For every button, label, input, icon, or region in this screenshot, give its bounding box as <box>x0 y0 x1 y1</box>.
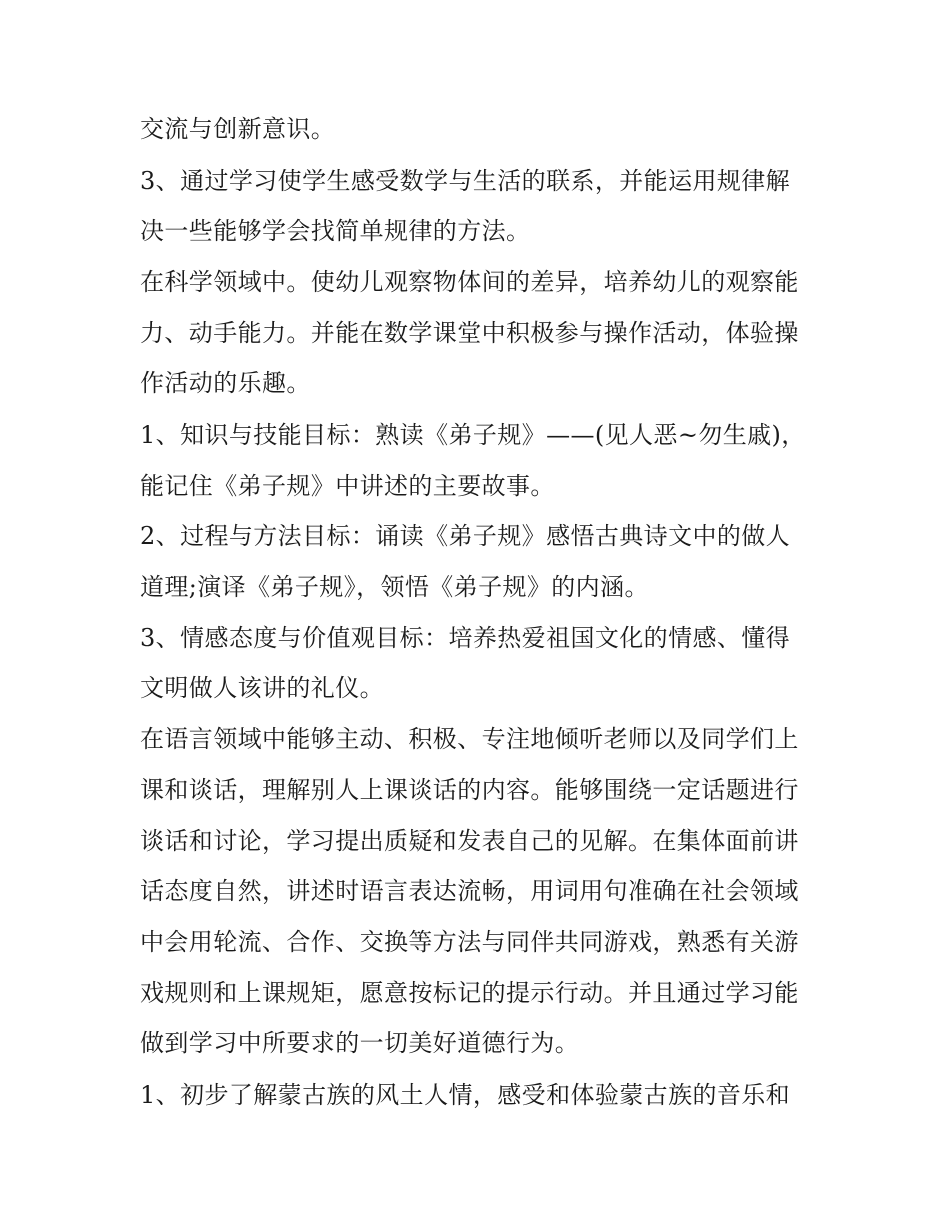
text-line: 在科学领域中。使幼儿观察物体间的差异，培养幼儿的观察能 <box>140 268 799 296</box>
text-line: 1、知识与技能目标：熟读《弟子规》——(见人恶~勿生戚)， <box>140 421 806 449</box>
text-line: 文明做人该讲的礼仪。 <box>140 674 384 702</box>
text-line: 决一些能够学会找简单规律的方法。 <box>140 217 531 245</box>
text-line: 1、初步了解蒙古族的风土人情，感受和体验蒙古族的音乐和 <box>140 1081 791 1109</box>
text-line: 3、通过学习使学生感受数学与生活的联系，并能运用规律解 <box>140 167 791 195</box>
text-line: 力、动手能力。并能在数学课堂中积极参与操作活动，体验操 <box>140 319 799 347</box>
text-line: 3、情感态度与价值观目标：培养热爱祖国文化的情感、懂得 <box>140 624 791 652</box>
text-line: 中会用轮流、合作、交换等方法与同伴共同游戏，熟悉有关游 <box>140 928 799 956</box>
text-line: 交流与创新意识。 <box>140 115 336 143</box>
text-line: 戏规则和上课规矩，愿意按标记的提示行动。并且通过学习能 <box>140 979 799 1007</box>
text-line: 能记住《弟子规》中讲述的主要故事。 <box>140 472 555 500</box>
text-line: 在语言领域中能够主动、积极、专注地倾听老师以及同学们上 <box>140 725 799 753</box>
text-line: 课和谈话，理解别人上课谈话的内容。能够围绕一定话题进行 <box>140 776 799 804</box>
text-line: 做到学习中所要求的一切美好道德行为。 <box>140 1029 580 1057</box>
text-line: 话态度自然，讲述时语言表达流畅，用词用句准确在社会领域 <box>140 877 799 905</box>
text-line: 道理;演译《弟子规》，领悟《弟子规》的内涵。 <box>140 573 649 601</box>
text-line: 谈话和讨论，学习提出质疑和发表自己的见解。在集体面前讲 <box>140 827 799 855</box>
text-line: 作活动的乐趣。 <box>140 369 311 397</box>
text-line: 2、过程与方法目标：诵读《弟子规》感悟古典诗文中的做人 <box>140 522 791 550</box>
